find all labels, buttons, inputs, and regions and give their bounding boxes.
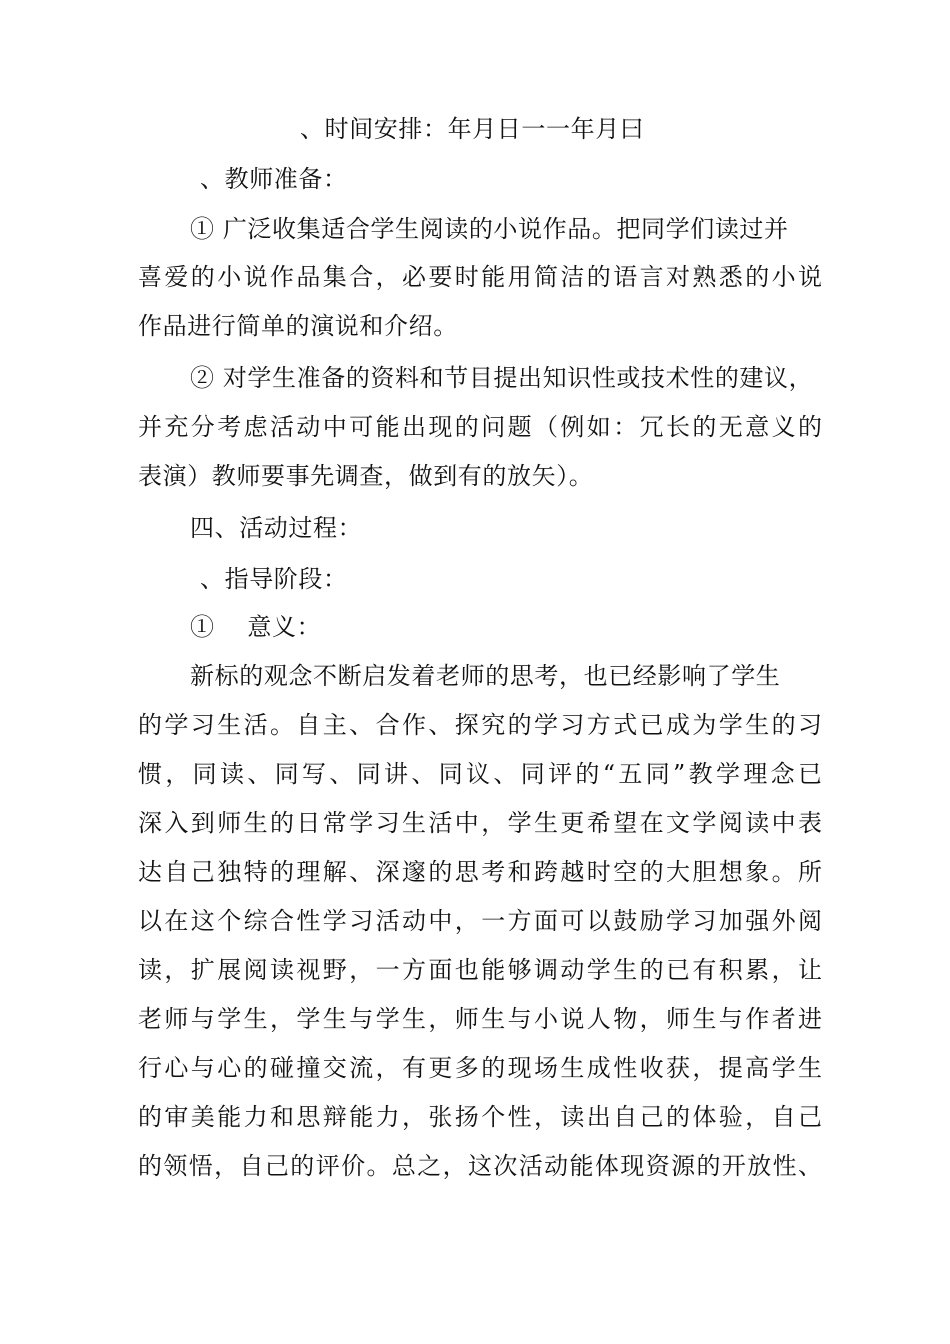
text-line: 表演）教师要事先调查，做到有的放矢）。 xyxy=(138,462,594,490)
text-line: 行心与心的碰撞交流，有更多的现场生成性收获，提高学生 xyxy=(138,1054,822,1082)
text-line: ① 广泛收集适合学生阅读的小说作品。把同学们读过并 xyxy=(190,215,789,243)
text-line: 喜爱的小说作品集合，必要时能用简洁的语言对熟悉的小说 xyxy=(138,263,822,291)
text-line: 的学习生活。自主、合作、探究的学习方式已成为学生的习 xyxy=(138,711,822,739)
text-line: 达自己独特的理解、深邃的思考和跨越时空的大胆想象。所 xyxy=(138,858,822,886)
heading-teacher-prep: 、教师准备： xyxy=(200,165,348,193)
heading-guidance-stage: 、指导阶段： xyxy=(200,565,348,593)
text-line: 深入到师生的日常学习生活中，学生更希望在文学阅读中表 xyxy=(138,809,822,837)
heading-activity-process: 四、活动过程： xyxy=(190,514,363,542)
heading-significance: ① 意义： xyxy=(190,613,322,641)
text-line: 新标的观念不断启发着老师的思考，也已经影响了学生 xyxy=(190,662,781,690)
text-line: 的审美能力和思辩能力，张扬个性，读出自己的体验，自己 xyxy=(138,1103,822,1131)
heading-schedule: 、时间安排：年月日一一年月曰 xyxy=(300,115,645,143)
text-line: 读，扩展阅读视野，一方面也能够调动学生的已有积累，让 xyxy=(138,956,822,984)
text-line: ② 对学生准备的资料和节目提出知识性或技术性的建议， xyxy=(190,364,814,392)
text-line: 并充分考虑活动中可能出现的问题（例如：冗长的无意义的 xyxy=(138,413,822,441)
text-line: 以在这个综合性学习活动中，一方面可以鼓励学习加强外阅 xyxy=(138,907,822,935)
text-line: 老师与学生，学生与学生，师生与小说人物，师生与作者进 xyxy=(138,1005,822,1033)
text-line: 惯，同读、同写、同讲、同议、同评的“五同”教学理念已 xyxy=(138,760,822,788)
text-line: 作品进行简单的演说和介绍。 xyxy=(138,312,458,340)
text-line: 的领悟，自己的评价。总之，这次活动能体现资源的开放性、 xyxy=(138,1152,822,1180)
